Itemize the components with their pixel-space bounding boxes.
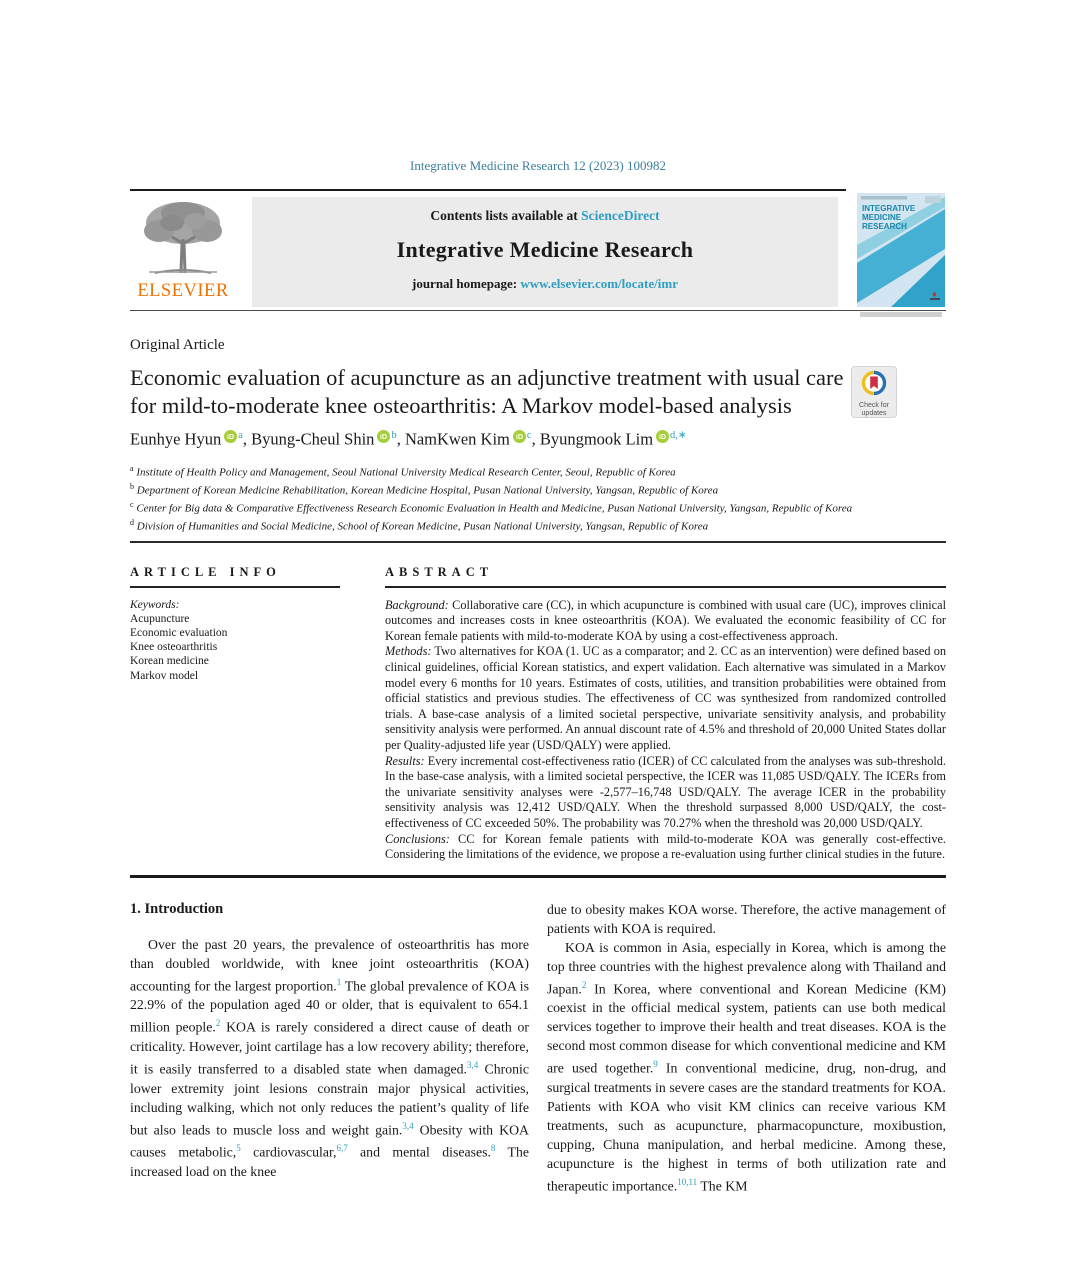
author-separator: , — [242, 429, 252, 449]
contents-line — [252, 197, 838, 224]
keyword-item: Knee osteoarthritis — [130, 641, 218, 654]
abstract-section: Results: Every incremental cost-effectiveness ratio (ICER) of CC calculated from the analyses was sub-threshold. In the base-case analysis, with a limited societal perspective, the ICER was 11,085 USD/QALY. The ICERs from the univariate sensitivity analyses were -2,577–16,748 USD/QALY. The average ICER in the probability sensitivity analysis was 12,412 USD/QALY. When the threshold surpassed 8,000 USD/QALY, the cost-effectiveness of CC exceeded 50%. The probability was 70.27% when the threshold was 20,000 USD/QALY. — [385, 753, 946, 830]
affiliation-sup: c — [130, 499, 134, 509]
paragraph: Over the past 20 years, the prevalence of osteoarthritis has more than doubled worldwide, with knee joint osteoarthritis (KOA) accounting for the largest proportion.$^1$ The global prevalence of KOA is 22.9% of the population aged 40 or older, that is equivalent to 654.1 million people.$^2$ KOA is rarely considered a direct cause of death or criticality. However, joint cartilage has a low recovery ability; therefore, it is easily transferred to a disabled state when damaged.$^{3,4}$ Chronic lower extremity joint lesions constrain major physical activities, including walking, which not only reduces the patient’s quality of life but also leads to muscle loss and weight gain.$^{3,4}$ Obesity with KOA causes metabolic,$^5$ cardiovascular,$^{6,7}$ and mental diseases.$^8$ The increased load on the knee — [130, 936, 529, 1179]
check-updates-badge[interactable] — [851, 366, 897, 418]
affiliation-text: Institute of Health Policy and Management, Seoul National University Medical Research Center, Seoul, Republic of Korea — [133, 466, 676, 479]
keywords-list — [130, 612, 342, 683]
affiliation-sup: a — [130, 463, 134, 473]
abstract-section-label: Methods: — [385, 644, 432, 659]
affiliation-line — [130, 480, 946, 498]
keyword-item: Acupuncture — [130, 612, 190, 625]
affiliation-text: Center for Big data & Comparative Effectiveness Research Economic Evaluation in Health and Medicine, Pusan National University, Yangsan, Republic of Korea — [133, 502, 853, 515]
header-bottom-rule — [130, 310, 946, 311]
abstract-column — [385, 543, 946, 863]
check-updates-label-line2: updates — [861, 410, 887, 417]
affiliation-line — [130, 516, 946, 534]
orcid-icon[interactable] — [656, 430, 669, 443]
keywords-block — [130, 598, 342, 683]
abstract-heading-rule — [385, 586, 946, 588]
journal-cover-art — [857, 193, 945, 307]
check-updates-label-line1: Check for — [859, 402, 889, 409]
abstract-section-label: Conclusions: — [385, 831, 450, 846]
svg-text:iD: iD — [515, 433, 523, 441]
journal-header-box — [252, 197, 838, 307]
citation-ref[interactable]: 2 — [581, 979, 587, 990]
orcid-icon[interactable] — [377, 430, 390, 443]
cover-title-line3: RESEARCH — [862, 222, 907, 231]
cover-title-line1: INTEGRATIVE — [862, 204, 916, 213]
homepage-link[interactable]: www.elsevier.com/locate/imr — [520, 276, 678, 291]
citation-ref[interactable]: 8 — [490, 1143, 496, 1154]
author-affiliation-sup[interactable]: d,∗ — [670, 430, 687, 441]
citation-ref[interactable]: 6,7 — [336, 1143, 348, 1154]
svg-text:iD: iD — [659, 433, 667, 441]
affiliation-text: Department of Korean Medicine Rehabilitation, Korean Medicine Hospital, Pusan National University, Yangsan, Republic of Korea — [134, 484, 719, 497]
section-heading-introduction: 1. Introduction — [130, 900, 224, 917]
citation-ref[interactable]: 1 — [336, 976, 342, 987]
article-info-heading: ARTICLE INFO — [130, 565, 281, 580]
affiliations — [130, 462, 946, 535]
citation-ref[interactable]: 9 — [653, 1059, 658, 1070]
orcid-icon[interactable] — [513, 430, 526, 443]
citation-ref[interactable]: 3,4 — [402, 1120, 414, 1131]
author-name: NamKwen Kim — [404, 429, 510, 449]
article-title: Economic evaluation of acupuncture as an adjunctive treatment with usual care for mild-to-moderate knee osteoarthritis: A Markov model-based analysis — [130, 365, 844, 418]
article-page-content — [130, 0, 946, 1196]
body-left-column — [130, 900, 529, 1196]
author-separator: , — [396, 429, 405, 449]
sciencedirect-link[interactable]: ScienceDirect — [581, 208, 660, 223]
header-top-rule — [130, 189, 846, 191]
crossmark-icon — [861, 370, 887, 397]
keywords-label: Keywords: — [130, 598, 180, 611]
affiliation-sup: b — [130, 481, 134, 491]
elsevier-logo[interactable] — [130, 199, 236, 302]
affiliation-sup: d — [130, 517, 134, 527]
citation-ref[interactable]: 10,11 — [677, 1176, 698, 1187]
author-separator: , — [531, 429, 540, 449]
homepage-line — [252, 276, 838, 292]
paragraph: due to obesity makes KOA worse. Therefore, the active management of patients with KOA is required. — [547, 901, 946, 936]
affiliation-line — [130, 498, 946, 516]
abstract-text — [385, 598, 946, 863]
abstract-heading: ABSTRACT — [385, 565, 494, 580]
article-info-column — [130, 543, 342, 863]
orcid-icon[interactable] — [224, 430, 237, 443]
citation-ref[interactable]: 5 — [236, 1143, 241, 1154]
abstract-section-label: Background: — [385, 597, 449, 612]
contents-prefix: Contents lists available at — [430, 208, 582, 223]
author-affiliation-sup[interactable]: b — [391, 430, 397, 441]
svg-text:iD: iD — [227, 433, 235, 441]
abstract-section-label: Results: — [385, 753, 425, 768]
keyword-item: Economic evaluation — [130, 627, 228, 640]
author-name: Byung-Cheul Shin — [251, 429, 375, 449]
journal-cover-thumbnail[interactable] — [857, 193, 945, 317]
elsevier-tree-icon — [139, 199, 227, 275]
info-abstract-section — [130, 543, 946, 863]
affiliation-text: Division of Humanities and Social Medicine, School of Korean Medicine, Pusan National University, Yangsan, Republic of Korea — [134, 520, 709, 533]
journal-title: Integrative Medicine Research — [396, 237, 694, 262]
homepage-prefix: journal homepage: — [412, 276, 521, 291]
authors-line — [130, 429, 946, 450]
abstract-section: Conclusions: CC for Korean female patients with mild-to-moderate KOA was generally cost-effective. Considering the limitations of the evidence, we propose a re-evaluation using further clinical studies in the future. — [385, 831, 946, 862]
affiliation-line — [130, 462, 946, 480]
abstract-section: Methods: Two alternatives for KOA (1. UC as a comparator; and 2. CC as an intervention) were defined based on clinical guidelines, official Korean statistics, and expert validation. Each alternative was simulated in a Markov model every 6 months for 10 years. Estimates of costs, utilities, and transition probabilities were obtained from official statistics and previous studies. The effectiveness of CC was synthesized from randomized controlled trials. A base-case analysis of a limited societal perspective, univariate sensitivity analysis, and probability sensitivity analysis were performed. An annual discount rate of 4.5% and threshold of 20,000 United States dollar per Quality-adjusted life year (USD/QALY) were applied. — [385, 644, 946, 752]
journal-citation-line[interactable]: Integrative Medicine Research 12 (2023) 100982 — [410, 158, 666, 173]
cover-shadow — [860, 312, 942, 317]
keyword-item: Markov model — [130, 669, 199, 682]
author-name: Byungmook Lim — [539, 429, 654, 449]
author-name: Eunhye Hyun — [130, 429, 222, 449]
keyword-item: Korean medicine — [130, 655, 209, 668]
body-top-rule — [130, 875, 946, 878]
journal-header — [130, 193, 946, 309]
body-columns — [130, 900, 946, 1196]
citation-ref[interactable]: 3,4 — [466, 1059, 479, 1070]
paragraph: KOA is common in Asia, especially in Korea, which is among the top three countries with the highest prevalence along with Thailand and Japan.$^2$ In Korea, where conventional and Korean Medicine (KM) coexist in the official medical system, patients can use both medical services together to improve their health and treat diseases. KOA is the second most common disease for which conventional medicine and KM are used together.$^9$ In conventional medicine, drug, non-drug, and surgical treatments in severe cases are the standard treatments for KOA. Patients with KOA who visit KM clinics can receive various KM treatments, such as acupuncture, pharmacopuncture, moxibustion, cupping, Chuna manipulation, and herbal medicine. Among these, acupuncture is the highest in terms of both utilization rate and therapeutic importance.$^{10,11}$ The KM — [547, 939, 947, 1194]
svg-text:iD: iD — [380, 433, 388, 441]
citation-ref[interactable]: 2 — [215, 1018, 221, 1029]
abstract-section: Background: Collaborative care (CC), in which acupuncture is combined with usual care (UC), improves clinical outcomes and increases costs in knee osteoarthritis (KOA). We evaluated the economic feasibility of CC for Korean female patients with mild-to-moderate KOA by using a cost-effectiveness approach. — [385, 597, 946, 643]
author-affiliation-sup[interactable]: a — [238, 430, 243, 441]
article-info-heading-rule — [130, 586, 340, 588]
cover-title-line2: MEDICINE — [862, 213, 902, 222]
article-type-label: Original Article — [130, 337, 225, 353]
body-right-column — [547, 900, 946, 1196]
author-affiliation-sup[interactable]: c — [526, 430, 532, 441]
elsevier-wordmark: ELSEVIER — [137, 281, 229, 301]
